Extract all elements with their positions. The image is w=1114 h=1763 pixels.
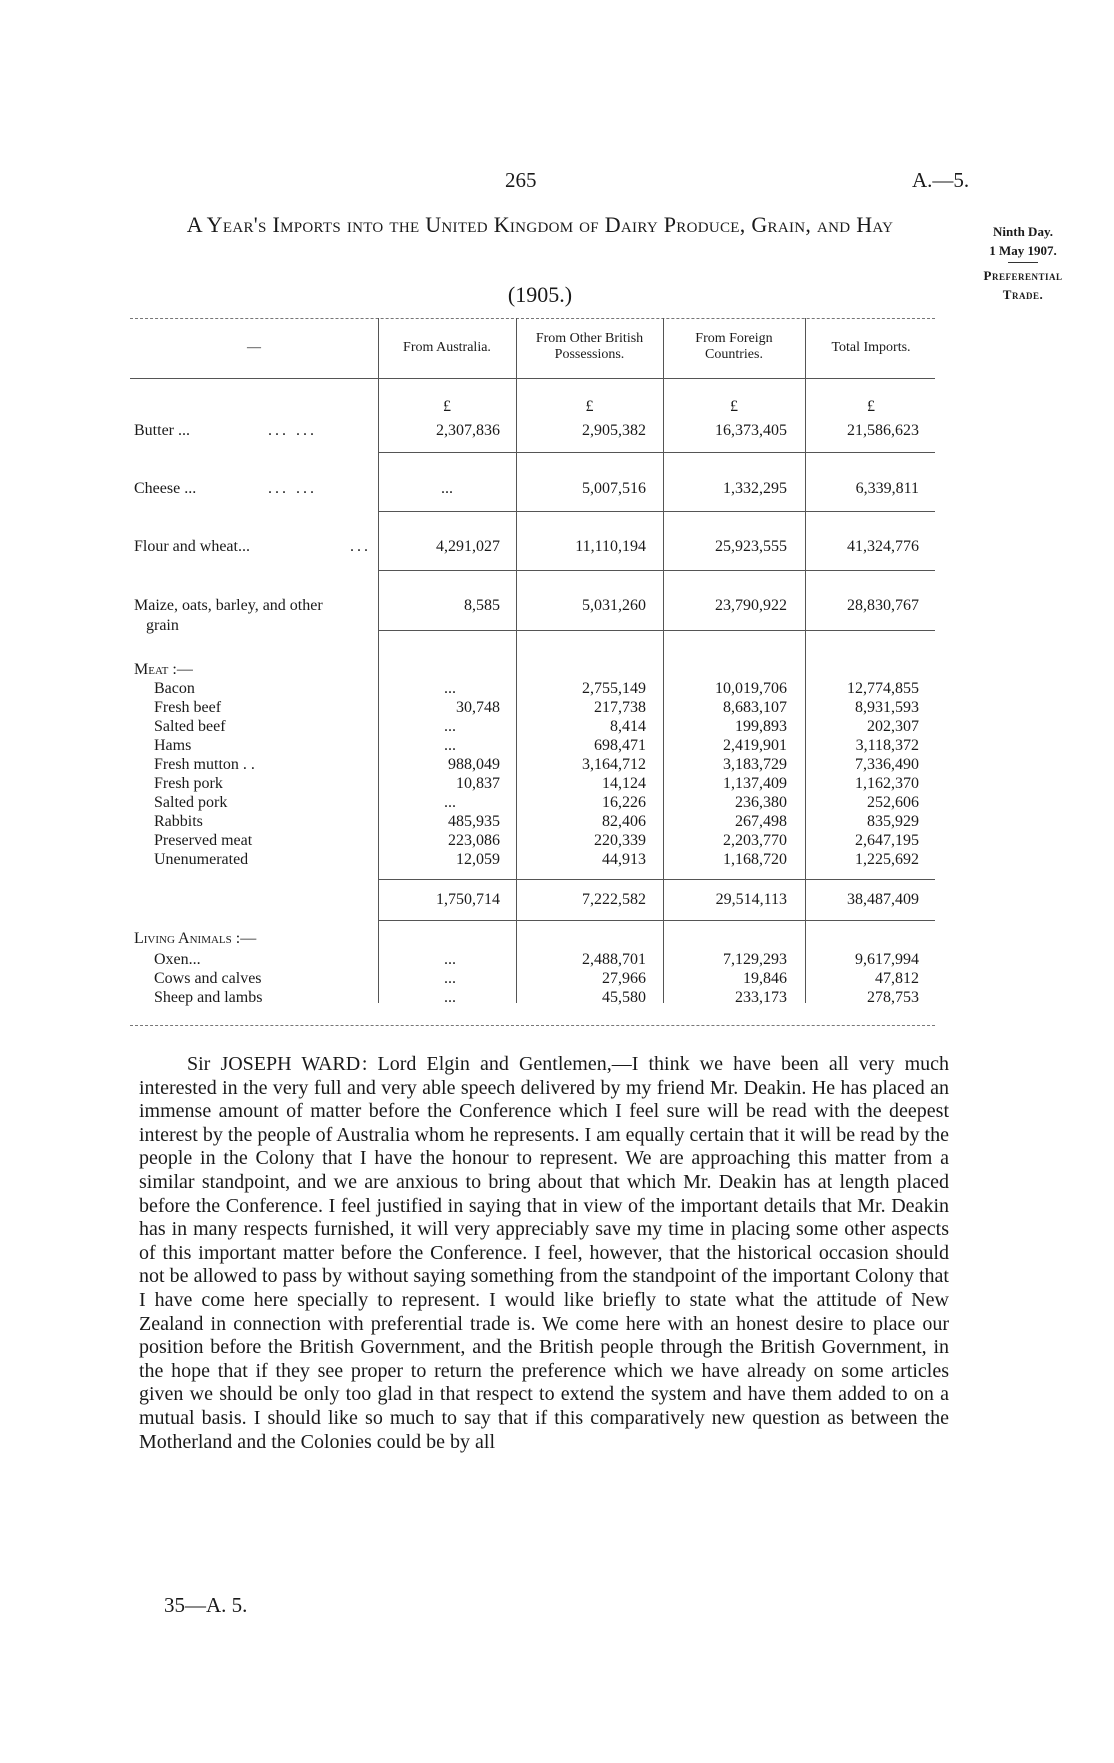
cell-foreign: 1,332,295	[723, 480, 787, 497]
cell-australia: 2,307,836	[436, 422, 500, 439]
speech-text: : Lord Elgin and Gentlemen,—I think we have been all very much interested in the very full and very able speech delivered by my friend Mr. Deakin. He has placed an immense amount of matter before the Conference which I feel sure will be read with the deepest interest by the people of Australia whom he represents. I am equally certain that it will be read by the people in the Colony that I have the honour to represent. We are approaching this matter from a similar standpoint, and we are anxious to bring about that which Mr. Deakin has at length placed before the Conference. I feel justified in saying that in view of the important details that Mr. Deakin has in many respects furnished, it will very appreciably save my time in placing some other aspects of this important matter before the Conference. I feel, however, that the historical occasion should not be allowed to pass by without saying something from the standpoint of the important Colony that I have come here specially to represent. I would like briefly to state what the attitude of New Zealand in connection with preferential trade is. We come here with an honest desire to place our position before the British Government, and the British people through the British Government, in the hope that if they see proper to return the preference which we have already on some articles given we should be only too glad in that respect to extend the system and have them added to on a mutual basis. I should like so much to say that if this comparatively new question as between the Motherland and the Colonies could be by all	[139, 1053, 950, 1453]
cell-british: 27,966	[602, 970, 646, 987]
document-reference: A.—5.	[912, 168, 970, 192]
table-row	[130, 793, 950, 812]
row-leader: ... ...	[268, 422, 317, 439]
row-label: Rabbits	[154, 813, 203, 830]
currency-symbol: £	[585, 398, 594, 415]
cell-australia: 485,935	[448, 813, 500, 830]
column-divider	[516, 318, 517, 1003]
total-australia: 1,750,714	[436, 891, 500, 908]
table-top-rule	[130, 318, 935, 319]
cell-foreign: 199,893	[735, 718, 787, 735]
column-header-total: Total Imports.	[831, 340, 911, 355]
cell-total: 1,162,370	[855, 775, 919, 792]
cell-foreign: 7,129,293	[723, 951, 787, 968]
meat-heading: Meat :—	[134, 661, 193, 678]
cell-british: 2,488,701	[582, 951, 646, 968]
cell-foreign: 267,498	[735, 813, 787, 830]
column-header-foreign: From Foreign Countries.	[695, 331, 773, 362]
row-label: Bacon	[154, 680, 195, 697]
total-foreign: 29,514,113	[715, 891, 787, 908]
cell-australia: ...	[444, 737, 456, 754]
margin-note-topic: Preferential Trade.	[983, 268, 1063, 302]
row-label: Unenumerated	[154, 851, 249, 868]
table-row	[130, 679, 950, 698]
living-animals-heading: Living Animals :—	[134, 930, 257, 947]
row-label: Sheep and lambs	[154, 989, 263, 1006]
cell-total: 7,336,490	[855, 756, 919, 773]
table-row	[130, 988, 950, 1007]
margin-note-day: Ninth Day.	[993, 224, 1053, 239]
cell-british: 14,124	[602, 775, 646, 792]
table-row	[130, 717, 950, 736]
cell-british: 2,755,149	[582, 680, 646, 697]
row-label: Salted beef	[154, 718, 226, 735]
cell-total: 21,586,623	[847, 422, 919, 439]
cell-british: 44,913	[602, 851, 646, 868]
margin-note-date: 1 May 1907.	[989, 243, 1057, 258]
cell-total: 6,339,811	[855, 480, 919, 497]
cell-australia: ...	[441, 480, 453, 497]
cell-total: 47,812	[875, 970, 919, 987]
total-british: 7,222,582	[582, 891, 646, 908]
cell-australia: ...	[444, 794, 456, 811]
cell-british: 217,738	[594, 699, 646, 716]
column-header-british: From Other British Possessions.	[535, 331, 644, 362]
row-leader: ...	[350, 538, 371, 555]
cell-foreign: 16,373,405	[715, 422, 787, 439]
cell-foreign: 2,419,901	[723, 737, 787, 754]
row-label: Fresh mutton . .	[154, 756, 255, 773]
cell-british: 220,339	[594, 832, 646, 849]
table-row	[130, 698, 950, 717]
table-row	[130, 969, 950, 988]
row-rule	[378, 920, 935, 921]
cell-total: 12,774,855	[847, 680, 919, 697]
row-rule	[378, 511, 935, 512]
cell-australia: 8,585	[464, 597, 500, 614]
cell-foreign: 19,846	[743, 970, 787, 987]
cell-foreign: 1,168,720	[723, 851, 787, 868]
table-title: A Year's Imports into the United Kingdom of Dairy Produce, Grain, and Hay	[186, 212, 894, 237]
row-label: Oxen...	[154, 951, 201, 968]
cell-foreign: 10,019,706	[715, 680, 787, 697]
row-leader: ... ...	[268, 480, 317, 497]
column-divider	[663, 318, 664, 1003]
cell-british: 698,471	[594, 737, 646, 754]
table-year: (1905.)	[507, 282, 573, 307]
row-label: Preserved meat	[154, 832, 253, 849]
footer-signature: 35—A. 5.	[164, 1593, 248, 1617]
currency-symbol: £	[443, 398, 451, 415]
cell-australia: 988,049	[448, 756, 500, 773]
cell-british: 2,905,382	[582, 422, 646, 439]
speech-paragraph	[139, 1053, 949, 1454]
cell-australia: ...	[444, 970, 456, 987]
column-header-australia: From Australia.	[403, 340, 491, 355]
cell-british: 5,031,260	[582, 597, 646, 614]
cell-british: 16,226	[602, 794, 646, 811]
cell-australia: ...	[444, 989, 456, 1006]
row-label: Fresh pork	[154, 775, 223, 792]
cell-total: 835,929	[867, 813, 919, 830]
cell-total: 1,225,692	[855, 851, 919, 868]
cell-australia: 4,291,027	[436, 538, 500, 555]
row-label: Fresh beef	[154, 699, 222, 716]
row-label: Butter ...	[134, 422, 190, 439]
cell-total: 2,647,195	[855, 832, 919, 849]
cell-total: 252,606	[867, 794, 919, 811]
cell-foreign: 236,380	[735, 794, 787, 811]
total-overall: 38,487,409	[847, 891, 919, 908]
header-bottom-rule	[130, 378, 935, 379]
row-rule	[378, 570, 935, 571]
table-row	[130, 812, 950, 831]
cell-british: 8,414	[610, 718, 646, 735]
row-rule	[378, 630, 935, 631]
cell-australia: 223,086	[448, 832, 500, 849]
row-label: Hams	[154, 737, 192, 754]
cell-total: 8,931,593	[855, 699, 919, 716]
row-label: Cheese ...	[134, 480, 197, 497]
table-row	[130, 774, 950, 793]
currency-symbol: £	[867, 398, 875, 415]
cell-total: 9,617,994	[855, 951, 919, 968]
table-row	[130, 850, 950, 869]
cell-british: 82,406	[602, 813, 646, 830]
row-label: Cows and calves	[154, 970, 262, 987]
cell-australia: 12,059	[456, 851, 500, 868]
cell-australia: ...	[444, 680, 456, 697]
cell-british: 5,007,516	[582, 480, 646, 497]
table-row	[130, 755, 950, 774]
page-number: 265	[505, 168, 537, 192]
margin-note	[968, 222, 1078, 304]
table-row	[130, 950, 950, 969]
cell-foreign: 1,137,409	[723, 775, 787, 792]
row-label: Flour and wheat...	[134, 538, 250, 555]
cell-australia: 10,837	[456, 775, 500, 792]
currency-symbol: £	[730, 398, 738, 415]
cell-total: 3,118,372	[855, 737, 919, 754]
cell-foreign: 8,683,107	[723, 699, 787, 716]
cell-foreign: 23,790,922	[715, 597, 787, 614]
cell-british: 3,164,712	[582, 756, 646, 773]
column-header-item: —	[247, 340, 261, 355]
cell-australia: ...	[444, 951, 456, 968]
cell-total: 278,753	[867, 989, 919, 1006]
cell-british: 11,110,194	[575, 538, 646, 555]
table-row	[130, 831, 950, 850]
table-row	[130, 736, 950, 755]
row-label: Maize, oats, barley, and other	[134, 597, 323, 614]
row-label: Salted pork	[154, 794, 228, 811]
cell-british: 45,580	[602, 989, 646, 1006]
cell-foreign: 2,203,770	[723, 832, 787, 849]
cell-australia: ...	[444, 718, 456, 735]
cell-australia: 30,748	[456, 699, 500, 716]
speaker-name: Sir JOSEPH WARD	[187, 1053, 361, 1075]
table-bottom-rule	[130, 1025, 935, 1026]
cell-foreign: 3,183,729	[723, 756, 787, 773]
row-rule	[378, 452, 935, 453]
cell-foreign: 233,173	[735, 989, 787, 1006]
subtotal-rule	[378, 879, 935, 880]
row-label-continued: grain	[146, 617, 179, 634]
cell-total: 28,830,767	[847, 597, 919, 614]
margin-note-divider	[1008, 262, 1038, 263]
column-divider	[805, 318, 806, 1003]
cell-foreign: 25,923,555	[715, 538, 787, 555]
column-divider	[378, 318, 379, 1003]
cell-total: 41,324,776	[847, 538, 919, 555]
cell-total: 202,307	[867, 718, 919, 735]
